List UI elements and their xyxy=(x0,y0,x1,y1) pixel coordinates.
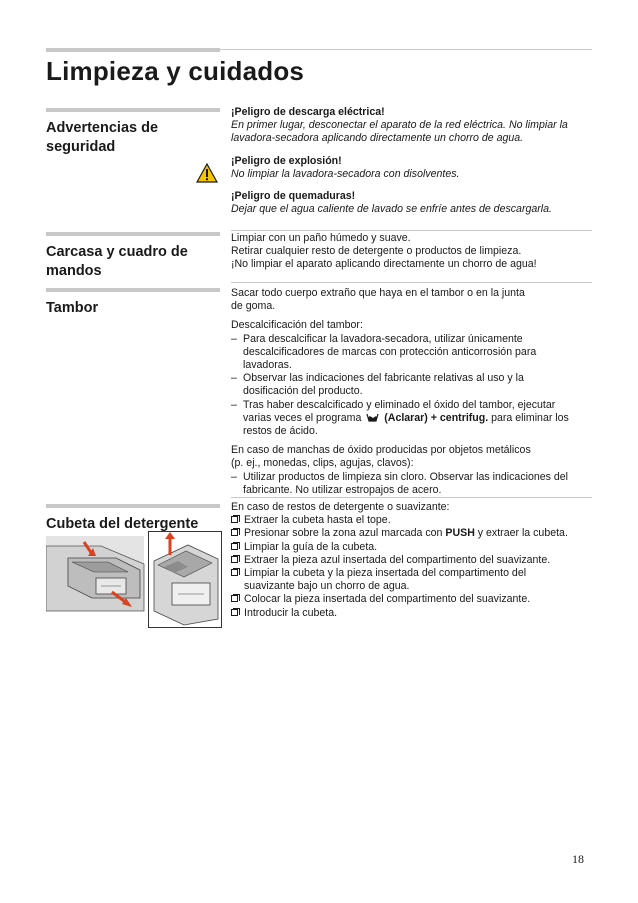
title-rule xyxy=(220,49,592,50)
drum-text: Sacar todo cuerpo extraño que haya en el tambor o en la junta de goma. Descalcificación del tambor: – Para descalcificar la lavadora-secadora, utilizar únicamente descalcificadores de marcas con protección anticorrosión para lavadoras. – Observar las indicaciones del fabricante relativas al uso y la dosificación del producto. – Tras haber descalcificado y eliminado el óxido del tambor, ejecutar varias veces el programa (Aclarar) + centrifug. para eliminar los restos de ácido. En caso de manchas de óxido producidas por objetos metálicos (p. ej., monedas, clips, agujas, clavos): – Utilizar productos de limpieza sin cloro. Observar las indicaciones del fabricante. No utilizar estropajos de acero. xyxy=(231,287,596,497)
list-item: Extraer la cubeta hasta el tope. xyxy=(231,514,596,527)
checkbox-bullet-icon xyxy=(231,529,238,536)
rinse-program-icon xyxy=(366,413,379,422)
warning-title: ¡Peligro de descarga eléctrica! xyxy=(231,106,385,118)
warning-title: ¡Peligro de explosión! xyxy=(231,154,342,167)
dispenser-pull-out-illustration xyxy=(46,536,145,612)
list-item: Limpiar la cubeta y la pieza insertada del compartimento del suavizante bajo un chorro de agua. xyxy=(231,567,596,593)
title-bar xyxy=(46,48,220,52)
list-item: – Utilizar productos de limpieza sin cloro. Observar las indicaciones del fabricante. No utilizar estropajos de acero. xyxy=(231,470,569,496)
safety-warnings: ¡Peligro de descarga eléctrica! En primer lugar, desconectar el aparato de la red eléctrica. No limpiar la lavadora-secadora aplicando directamente un chorro de agua. ¡Peligro de explosión! No limpiar la lavadora-secadora con disolventes. ¡Peligro de quemaduras! Dejar que el agua caliente de lavado se enfríe antes de descargarla. xyxy=(231,106,596,216)
checkbox-bullet-icon xyxy=(231,543,238,550)
drum-heading: Tambor xyxy=(46,300,99,316)
dispenser-text: En caso de restos de detergente o suavizante: Extraer la cubeta hasta el tope. Presionar sobre la zona azul marcada con PUSH y extraer la cubeta. Limpiar la guía de la cubeta. Extraer la pieza azul insertada del compartimento del suavizante. Limpiar la cubeta y la pieza insertada del compartimento del suavizante bajo un chorro de agua. Colocar la pieza insertada del compartimento del suavizante. Introducir la cubeta. xyxy=(231,501,596,620)
list-item: Presionar sobre la zona azul marcada con PUSH y extraer la cubeta. xyxy=(231,527,596,540)
dispenser-rule xyxy=(231,497,592,498)
warning-triangle-icon xyxy=(196,163,218,183)
dispenser-heading: Cubeta del detergente xyxy=(46,516,199,532)
dispenser-heading-bar xyxy=(46,504,220,508)
drum-heading-bar xyxy=(46,288,220,292)
list-item: – Observar las indicaciones del fabricante relativas al uso y la dosificación del producto. xyxy=(231,372,524,398)
list-item: Introducir la cubeta. xyxy=(231,607,596,620)
list-item: Colocar la pieza insertada del compartimento del suavizante. xyxy=(231,593,596,606)
safety-heading: Advertencias de seguridad xyxy=(46,120,159,155)
dispenser-insert-illustration xyxy=(148,531,222,628)
housing-rule xyxy=(231,230,592,231)
checkbox-bullet-icon xyxy=(231,556,238,563)
checkbox-bullet-icon xyxy=(231,569,238,576)
checkbox-bullet-icon xyxy=(231,516,238,523)
safety-heading-bar xyxy=(46,108,220,112)
housing-text: Limpiar con un paño húmedo y suave. Retirar cualquier resto de detergente o productos de limpieza. ¡No limpiar el aparato aplicando directamente un chorro de agua! xyxy=(231,232,537,271)
warning-title: ¡Peligro de quemaduras! xyxy=(231,190,356,203)
page-title: Limpieza y cuidados xyxy=(46,56,305,86)
checkbox-bullet-icon xyxy=(231,609,238,616)
list-item: – Tras haber descalcificado y eliminado el óxido del tambor, ejecutar varias veces el programa (Aclarar) + centrifug. para eliminar los restos de ácido. xyxy=(231,398,569,438)
list-item: Limpiar la guía de la cubeta. xyxy=(231,541,596,554)
drum-rule xyxy=(231,282,592,283)
list-item: – Para descalcificar la lavadora-secadora, utilizar únicamente descalcificadores de marcas con protección anticorrosión para lavadoras. xyxy=(231,332,537,372)
list-item: Extraer la pieza azul insertada del compartimento del suavizante. xyxy=(231,554,596,567)
page-number: 18 xyxy=(572,852,584,866)
housing-heading-bar xyxy=(46,232,220,236)
checkbox-bullet-icon xyxy=(231,595,238,602)
housing-heading: Carcasa y cuadro de mandos xyxy=(46,244,188,279)
